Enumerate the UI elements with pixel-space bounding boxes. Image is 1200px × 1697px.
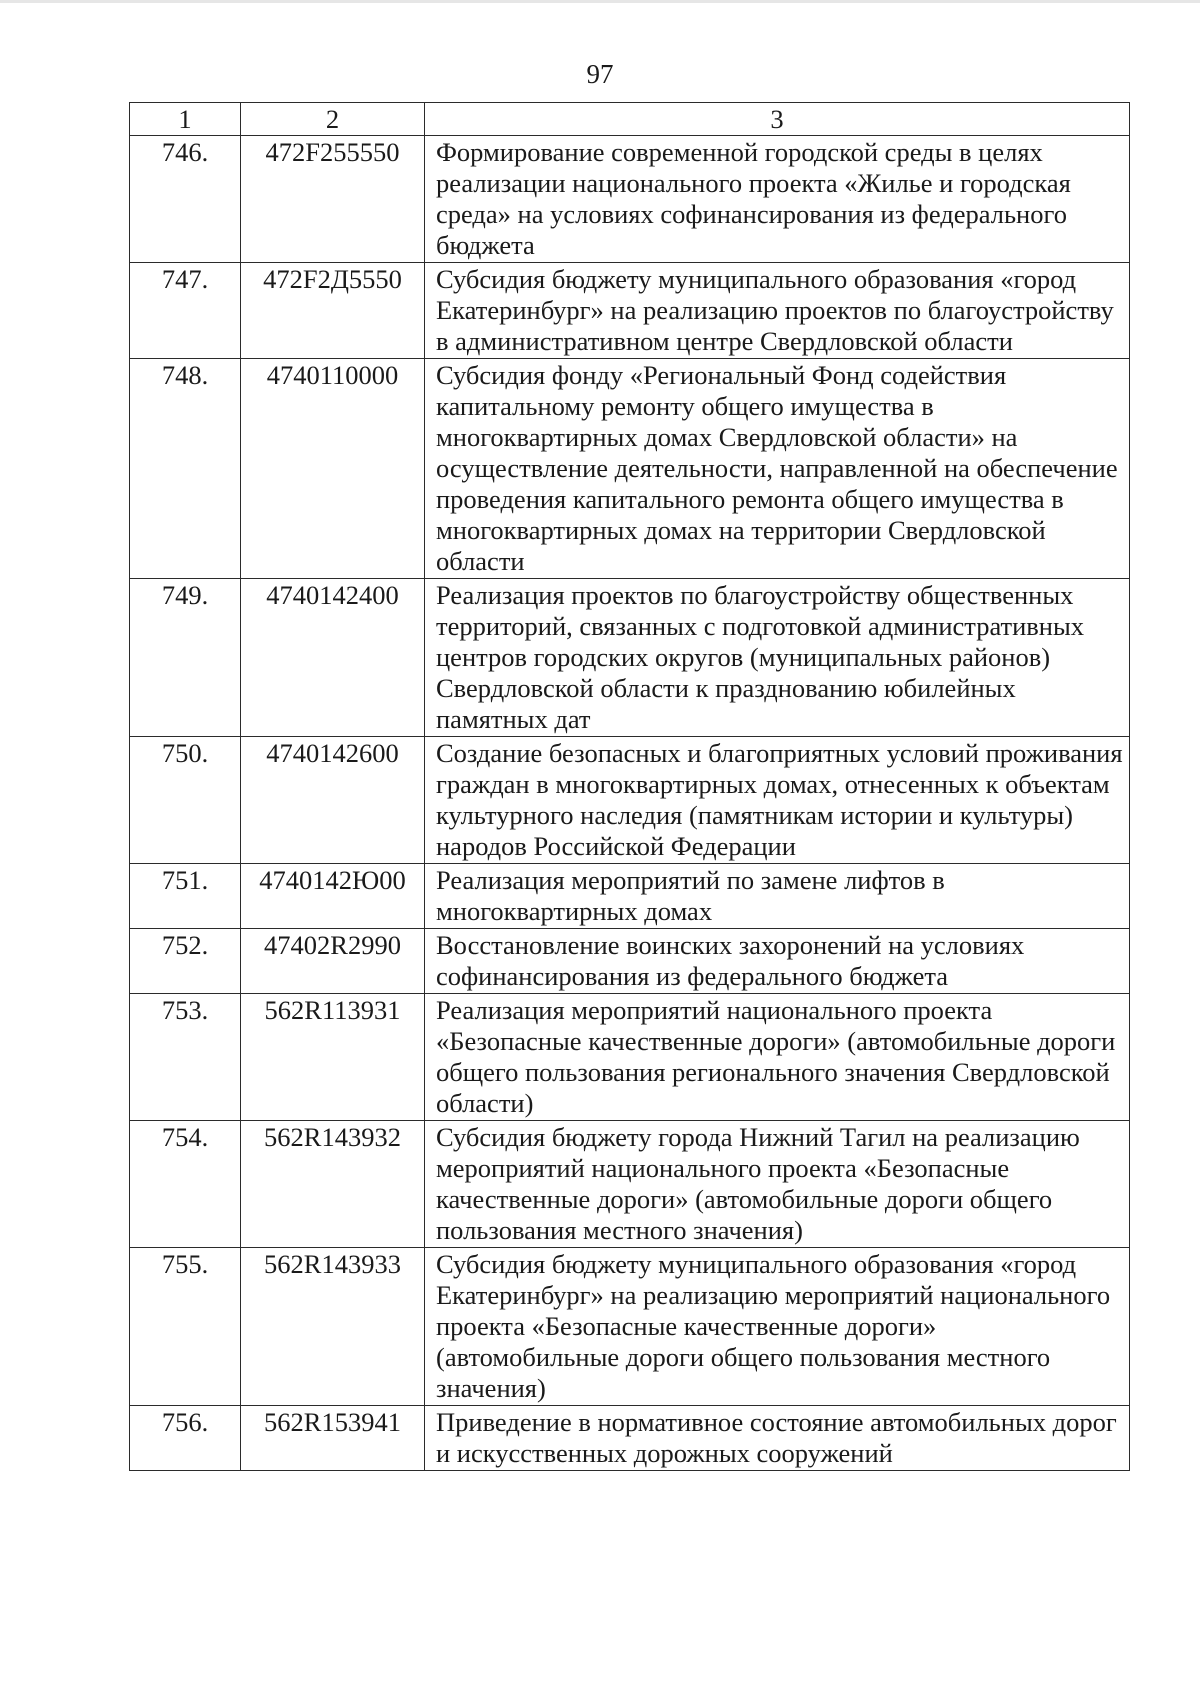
- row-description: Реализация мероприятий по замене лифтов в многоквартирных домах: [425, 864, 1130, 929]
- row-code: 4740142600: [241, 737, 425, 864]
- row-number: 748.: [130, 359, 241, 579]
- table-row: [130, 579, 1130, 737]
- table-row: [130, 359, 1130, 579]
- row-number: 755.: [130, 1248, 241, 1406]
- column-header-1: 1: [130, 103, 241, 136]
- row-number: 749.: [130, 579, 241, 737]
- column-header-3: 3: [425, 103, 1130, 136]
- table-row: [130, 1121, 1130, 1248]
- row-number: 753.: [130, 994, 241, 1121]
- row-code: 562R143932: [241, 1121, 425, 1248]
- row-number: 756.: [130, 1406, 241, 1471]
- row-code: 472F2Д5550: [241, 263, 425, 359]
- table-body: [130, 136, 1130, 1471]
- table-row: [130, 1248, 1130, 1406]
- column-header-2: 2: [241, 103, 425, 136]
- row-number: 754.: [130, 1121, 241, 1248]
- row-description: Восстановление воинских захоронений на условиях софинансирования из федерального бюджета: [425, 929, 1130, 994]
- row-description: Приведение в нормативное состояние автомобильных дорог и искусственных дорожных сооружений: [425, 1406, 1130, 1471]
- row-code: 562R143933: [241, 1248, 425, 1406]
- table-row: [130, 929, 1130, 994]
- row-description: Субсидия бюджету города Нижний Тагил на реализацию мероприятий национального проекта «Безопасные качественные дороги» (автомобильные дороги общего пользования местного значения): [425, 1121, 1130, 1248]
- table-row: [130, 1406, 1130, 1471]
- table-row: [130, 994, 1130, 1121]
- row-code: 47402R2990: [241, 929, 425, 994]
- row-number: 750.: [130, 737, 241, 864]
- row-description: Создание безопасных и благоприятных условий проживания граждан в многоквартирных домах, отнесенных к объектам культурного наследия (памятникам истории и культуры) народов Российской Федерации: [425, 737, 1130, 864]
- table-row: [130, 737, 1130, 864]
- row-description: Субсидия бюджету муниципального образования «город Екатеринбург» на реализацию мероприятий национального проекта «Безопасные качественные дороги» (автомобильные дороги общего пользования местного значения): [425, 1248, 1130, 1406]
- table-row: [130, 136, 1130, 263]
- table-header-row: [130, 103, 1130, 136]
- row-code: 562R153941: [241, 1406, 425, 1471]
- table-row: [130, 864, 1130, 929]
- row-number: 747.: [130, 263, 241, 359]
- budget-code-table: [129, 102, 1130, 1471]
- row-description: Субсидия фонду «Региональный Фонд содействия капитальному ремонту общего имущества в многоквартирных домах Свердловской области» на осуществление деятельности, направленной на обеспечение проведения капитального ремонта общего имущества в многоквартирных домах на территории Свердловской области: [425, 359, 1130, 579]
- row-description: Субсидия бюджету муниципального образования «город Екатеринбург» на реализацию проектов по благоустройству в административном центре Свердловской области: [425, 263, 1130, 359]
- row-description: Реализация проектов по благоустройству общественных территорий, связанных с подготовкой административных центров городских округов (муниципальных районов) Свердловской области к празднованию юбилейных памятных дат: [425, 579, 1130, 737]
- row-number: 752.: [130, 929, 241, 994]
- row-code: 4740142Ю00: [241, 864, 425, 929]
- row-code: 562R113931: [241, 994, 425, 1121]
- row-description: Реализация мероприятий национального проекта «Безопасные качественные дороги» (автомобильные дороги общего пользования регионального значения Свердловской области): [425, 994, 1130, 1121]
- table-row: [130, 263, 1130, 359]
- row-number: 746.: [130, 136, 241, 263]
- page-number: 97: [586, 59, 614, 89]
- row-description: Формирование современной городской среды в целях реализации национального проекта «Жилье и городская среда» на условиях софинансирования из федерального бюджета: [425, 136, 1130, 263]
- row-code: 4740142400: [241, 579, 425, 737]
- row-code: 472F255550: [241, 136, 425, 263]
- row-code: 4740110000: [241, 359, 425, 579]
- row-number: 751.: [130, 864, 241, 929]
- scan-edge: [0, 0, 1200, 3]
